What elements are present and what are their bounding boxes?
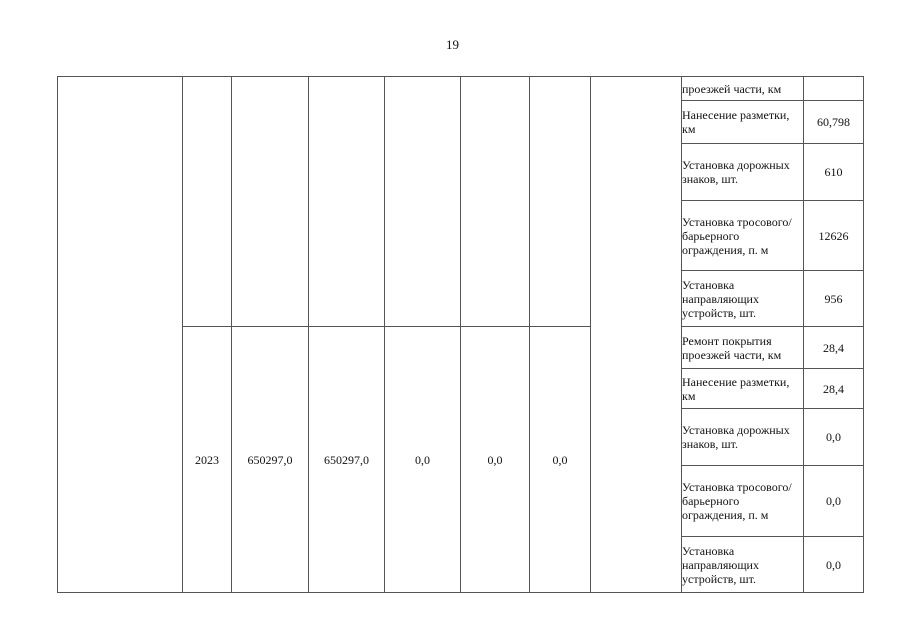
work-description: Установка тросового/ барьерного ограждения, п. м (682, 466, 804, 537)
work-quantity: 0,0 (804, 409, 864, 466)
work-description: Нанесение разметки, км (682, 101, 804, 144)
work-quantity: 956 (804, 271, 864, 327)
value1-cell-prev (385, 77, 461, 327)
page-number: 19 (446, 37, 459, 52)
work-quantity: 28,4 (804, 327, 864, 369)
report-table (57, 76, 864, 593)
work-quantity: 12626 (804, 201, 864, 271)
work-quantity: 0,0 (804, 537, 864, 593)
work-quantity: 60,798 (804, 101, 864, 144)
work-quantity: 610 (804, 144, 864, 201)
program-cell (58, 77, 183, 593)
value1-cell: 0,0 (385, 327, 461, 593)
budget-cell: 650297,0 (309, 327, 385, 593)
budget-cell-prev (309, 77, 385, 327)
work-quantity: 28,4 (804, 369, 864, 409)
work-description: Ремонт покрытия проезжей части, км (682, 327, 804, 369)
work-description: Установка тросового/ барьерного ограждения, п. м (682, 201, 804, 271)
work-description: Установка дорожных знаков, шт. (682, 144, 804, 201)
work-description: Установка направляющих устройств, шт. (682, 537, 804, 593)
work-quantity (804, 77, 864, 101)
value3-cell-prev (530, 77, 591, 327)
total-cell: 650297,0 (232, 327, 309, 593)
year-cell-prev (183, 77, 232, 327)
work-quantity: 0,0 (804, 466, 864, 537)
executor-cell (591, 77, 682, 593)
table-row (58, 77, 864, 101)
value2-cell-prev (461, 77, 530, 327)
total-cell-prev (232, 77, 309, 327)
work-description: Установка дорожных знаков, шт. (682, 409, 804, 466)
work-description: Установка направляющих устройств, шт. (682, 271, 804, 327)
value3-cell: 0,0 (530, 327, 591, 593)
value2-cell: 0,0 (461, 327, 530, 593)
work-description: проезжей части, км (682, 77, 804, 101)
work-description: Нанесение разметки, км (682, 369, 804, 409)
year-cell: 2023 (183, 327, 232, 593)
